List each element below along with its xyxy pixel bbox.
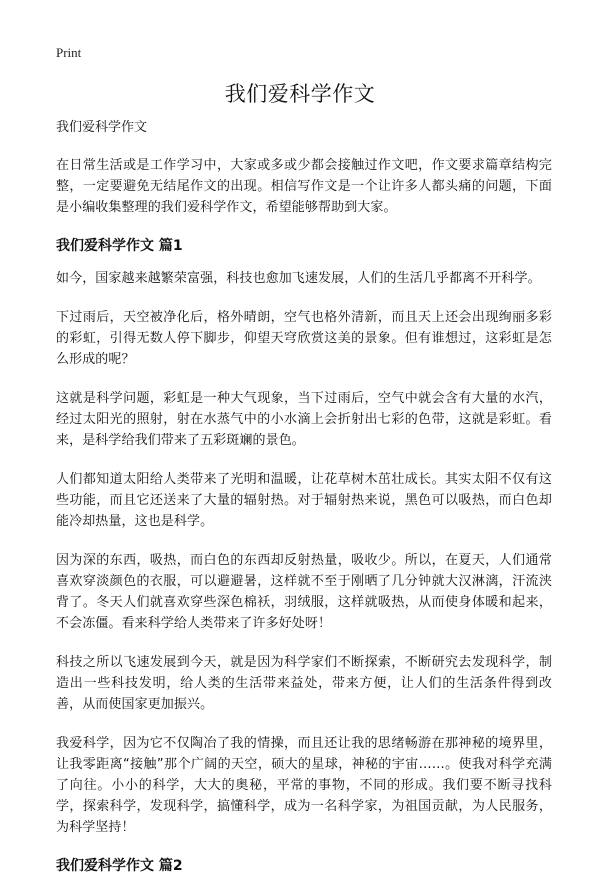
paragraph: 这就是科学问题，彩虹是一种大气现象，当下过雨后，空气中就会含有大量的水汽，经过太阳光的照射，射在水蒸气中的小水滴上会折射出七彩的色带，这就是彩虹。看来，是科学给我们带来了五彩斑斓的景色。: [56, 391, 552, 448]
paragraph: 科技之所以飞速发展到今天，就是因为科学家们不断探索，不断研究去发现科学，制造出一些科技发明，给人类的生活带来益处，带来方便，让人们的生活条件得到改善，从而使国家更加振兴。: [56, 655, 552, 712]
paragraph: 因为深的东西，吸热，而白色的东西却反射热量，吸收少。所以，在夏天，人们通常喜欢穿淡颜色的衣服，可以避避暑，这样就不至于刚晒了几分钟就大汉淋漓，汗流浃背了。冬天人们就喜欢穿些深色棉袄，羽绒服，这样就吸热，从而使身体暖和起来，不会冻僵。看来科学给人类带来了许多好处呀！: [56, 553, 552, 631]
paragraph: 如今，国家越来越繁荣富强，科技也愈加飞速发展，人们的生活几乎都离不开科学。: [56, 271, 541, 286]
section-heading-1: 我们爱科学作文 篇1: [56, 238, 183, 254]
paragraph: 我爱科学，因为它不仅陶冶了我的情操，而且还让我的思绪畅游在那神秘的境界里，让我零距离“接触”那个广阔的天空，硕大的星球，神秘的宇宙……。使我对科学充满了向往。小小的科学，大大的奥秘，平常的事物，不同的形成。我们要不断寻找科学，探索科学，发现科学，搞懂科学，成为一名科学家，为祖国贡献，为人民服务，为科学坚持！: [56, 736, 552, 835]
paragraph: 下过雨后，天空被净化后，格外晴朗，空气也格外清新，而且天上还会出现绚丽多彩的彩虹，引得无数人停下脚步，仰望天穹欣赏这美的景象。但有谁想过，这彩虹是怎么形成的呢？: [56, 310, 552, 367]
article-body: [56, 119, 552, 888]
intro-paragraph: 在日常生活或是工作学习中，大家或多或少都会接触过作文吧，作文要求篇章结构完整，一定要避免无结尾作文的出现。相信写作文是一个让许多人都头痛的问题，下面是小编收集整理的我们爱科学作文，希望能够帮助到大家。: [56, 158, 552, 215]
print-link[interactable]: Print: [56, 45, 82, 60]
section-heading-2: 我们爱科学作文 篇2: [56, 858, 183, 874]
page-title: 我们爱科学作文: [224, 82, 376, 106]
article-subtitle: 我们爱科学作文: [56, 120, 148, 135]
paragraph: 人们都知道太阳给人类带来了光明和温暖，让花草树木茁壮成长。其实太阳不仅有这些功能，而且它还送来了大量的辐射热。对于辐射热来说，黑色可以吸热，而白色却能冷却热量，这也是科学。: [56, 472, 552, 529]
